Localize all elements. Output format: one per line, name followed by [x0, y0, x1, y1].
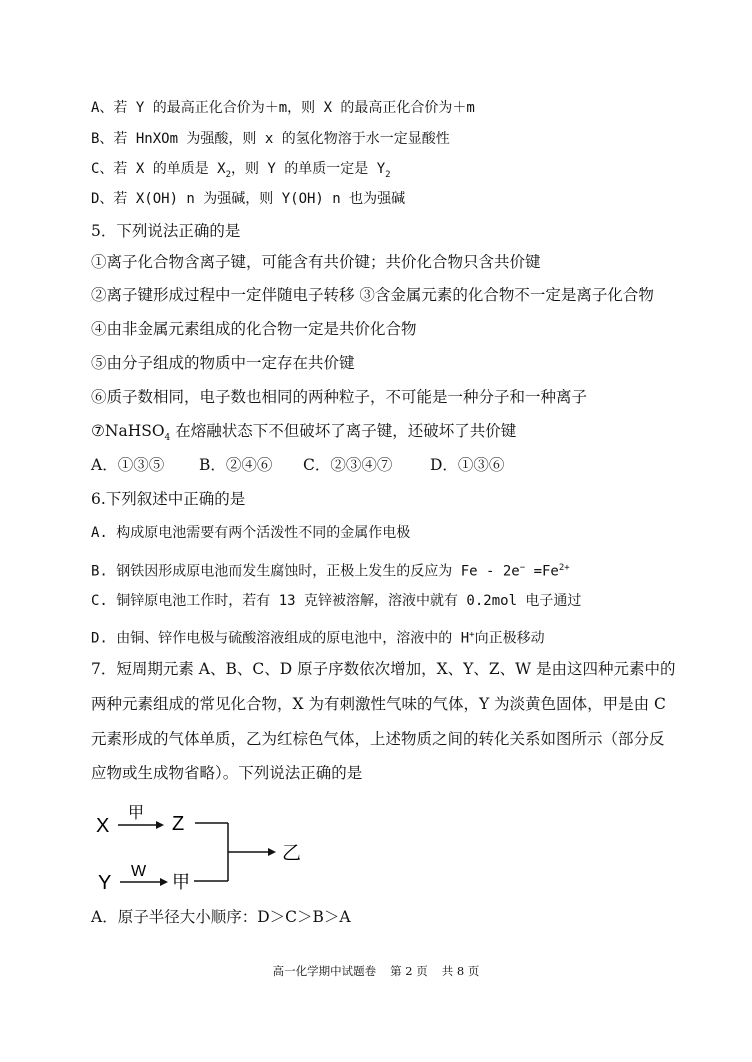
transformation-diagram: [88, 800, 318, 900]
q5-s7-post: 在熔融状态下不但破坏了离子键，还破坏了共价键: [170, 422, 517, 440]
q5-statement-2-3: ②离子键形成过程中一定伴随电子转移 ③含金属元素的化合物不一定是离子化合物: [91, 286, 654, 304]
q5-options: [91, 455, 504, 475]
q7-line-2: 两种元素组成的常见化合物，X 为有刺激性气味的气体，Y 为淡黄色固体，甲是由 C: [91, 695, 666, 713]
q5-option-b: B．②④⑥: [199, 456, 273, 474]
q5-option-c: C．②③④⑦: [303, 456, 393, 474]
q5-option-d: D．①③⑥: [430, 456, 505, 474]
q7-line-4: 应物或生成物省略）。下列说法正确的是: [91, 764, 363, 782]
q6-d-sup: +: [469, 630, 475, 640]
footer-title: 高一化学期中试题卷: [272, 964, 377, 978]
diagram-arrow2-head: [160, 878, 168, 886]
q7-option-a: A．原子半径大小顺序：D＞C＞B＞A: [91, 908, 351, 926]
diagram-yi: 乙: [282, 843, 302, 864]
q5-statement-6: ⑥质子数相同，电子数也相同的两种粒子，不可能是一种分子和一种离子: [91, 388, 588, 406]
diagram-arrow1-label: 甲: [128, 805, 145, 822]
q5-statement-4: ④由非金属元素组成的化合物一定是共价化合物: [91, 320, 417, 338]
q4-option-a: A、若 Y 的最高正化合价为＋m，则 X 的最高正化合价为＋m: [91, 100, 475, 116]
q6-d-pre: D. 由铜、锌作电极与硫酸溶液组成的原电池中，溶液中的 H: [91, 630, 470, 647]
q4-c-sub2: 2: [385, 169, 391, 180]
q5-statement-5: ⑤由分子组成的物质中一定存在共价键: [91, 354, 355, 372]
q6-option-c: C. 铜锌原电池工作时，若有 13 克锌被溶解，溶液中就有 0.2mol 电子通过: [91, 593, 582, 609]
q6-stem: 6.下列叙述中正确的是: [91, 490, 246, 508]
q7-line-3: 元素形成的气体单质，乙为红棕色气体，上述物质之间的转化关系如图所示（部分反: [91, 730, 665, 748]
q6-option-d: [91, 625, 545, 649]
diagram-x: X: [96, 815, 110, 837]
q6-b-mid: =Fe: [525, 563, 559, 580]
q5-stem: 5．下列说法正确的是: [91, 222, 241, 240]
q6-option-a: A. 构成原电池需要有两个活泼性不同的金属作电极: [91, 525, 411, 541]
q4-c-pre: C、若 X 的单质是 X: [91, 161, 226, 177]
q4-option-c: [91, 159, 391, 185]
q6-b-pre: B. 钢铁因形成原电池而发生腐蚀时，正极上发生的反应为 Fe - 2e: [91, 563, 520, 580]
q6-b-sup1: −: [519, 563, 526, 573]
q5-s7-pre: ⑦NaHSO: [91, 422, 165, 440]
q6-d-post: 向正极移动: [474, 630, 545, 647]
q6-option-b: [91, 558, 570, 582]
q5-statement-7: [91, 421, 516, 448]
diagram-y: Y: [98, 872, 112, 894]
q4-c-mid: ，则 Y 的单质一定是 Y: [231, 161, 386, 177]
q4-option-b: B、若 HnXOm 为强酸，则 x 的氢化物溶于水一定显酸性: [91, 131, 450, 147]
q5-s7-sub: 4: [164, 433, 171, 444]
diagram-jia: 甲: [172, 872, 190, 892]
footer-total: 共 8 页: [441, 964, 480, 978]
q5-option-a: A．①③⑤: [91, 456, 165, 474]
q7-line-1: 7．短周期元素 A、B、C、D 原子序数依次增加，X、Y、Z、W 是由这四种元素中的: [91, 660, 676, 678]
page-footer: [0, 963, 752, 979]
q4-option-d: D、若 X(OH) n 为强碱，则 Y(OH) n 也为强碱: [91, 191, 406, 207]
diagram-z: Z: [172, 813, 185, 835]
q6-b-sup2: 2+: [558, 563, 570, 573]
q5-statement-1: ①离子化合物含离子键，可能含有共价键；共价化合物只含共价键: [91, 253, 541, 271]
q4-c-sub1: 2: [225, 169, 231, 180]
diagram-arrow1-head: [156, 821, 164, 829]
footer-page: 第 2 页: [390, 964, 428, 978]
diagram-arrow3-head: [268, 848, 276, 856]
diagram-arrow2-label: W: [131, 863, 147, 880]
